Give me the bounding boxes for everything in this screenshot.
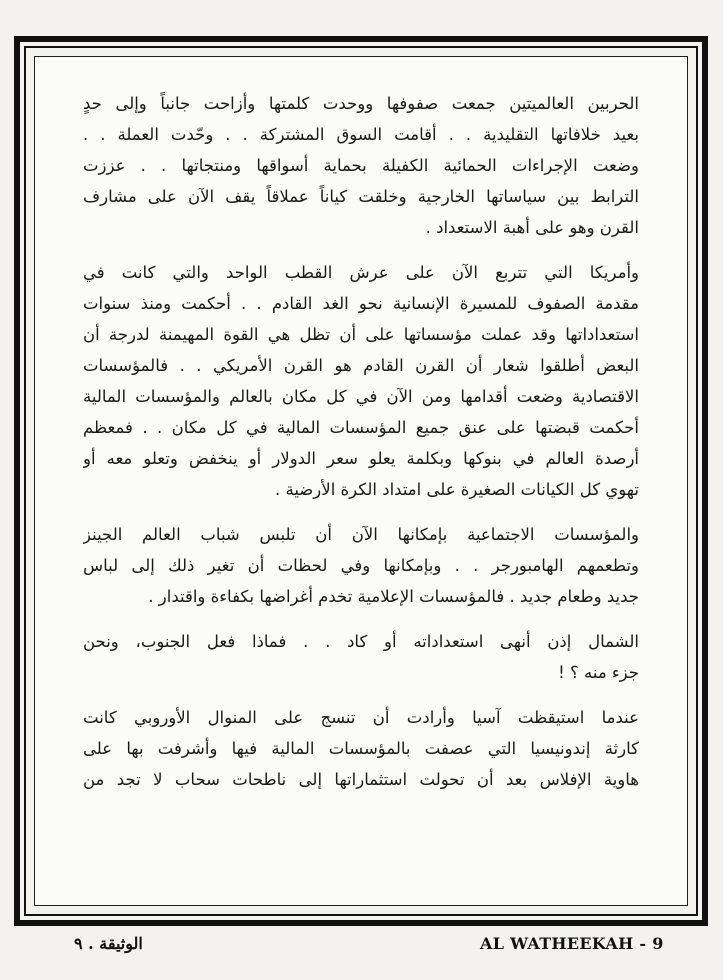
text-line: عندما استيقظت آسيا وأرادت أن تنسج على المنوال الأوروبي كانت xyxy=(83,708,639,727)
paragraph-5 xyxy=(83,702,639,795)
footer-title-latin: AL WATHEEKAH - 9 xyxy=(480,934,664,953)
text-line: مقدمة الصفوف للمسيرة الإنسانية نحو الغد القادم . . أحكمت ومنذ سنوات xyxy=(83,294,639,313)
text-line: الاقتصادية وضعت أقدامها ومن الآن في كل مكان بالعالم والمؤسسات المالية xyxy=(83,387,639,406)
text-line: البعض أطلقوا شعار أن القرن القادم هو القرن الأمريكي . . فالمؤسسات xyxy=(83,356,639,375)
text-line: الترابط بين سياساتها الخارجية وخلقت كياناً عملاقاً يقف الآن على مشارف xyxy=(83,187,639,206)
paragraph-4 xyxy=(83,626,639,688)
text-line: وأمريكا التي تتربع الآن على عرش القطب الواحد والتي كانت في xyxy=(83,263,639,282)
text-line: هاوية الإفلاس بعد أن تحولت استثماراتها إلى ناطحات سحاب لا تجد من xyxy=(83,770,639,789)
paragraph-2 xyxy=(83,257,639,505)
text-line: أحكمت قبضتها على عنق جميع المؤسسات المالية في كل مكان . . فمعظم xyxy=(83,418,639,437)
text-line: والمؤسسات الاجتماعية بإمكانها الآن أن تلبس شباب العالم الجينز xyxy=(83,525,639,544)
text-line: تهوي كل الكيانات الصغيرة على امتداد الكرة الأرضية . xyxy=(274,480,639,499)
text-line: الحربين العالميتين جمعت صفوفها ووحدت كلمتها وأزاحت جانباً وإلى حدٍ xyxy=(83,94,639,113)
text-line: وتطعمهم الهامبورجر . . وبإمكانها وفي لحظات أن تغير ذلك إلى لباس xyxy=(83,556,639,575)
text-line: جزء منه ؟ ! xyxy=(558,663,639,682)
paragraph-1 xyxy=(83,88,639,243)
page-footer xyxy=(0,934,723,964)
text-line: الشمال إذن أنهى استعداداته أو كاد . . فماذا فعل الجنوب، ونحن xyxy=(83,632,639,651)
text-line: استعداداتها وقد عملت مؤسساتها على أن تظل هي القوة المهيمنة لدرجة أن xyxy=(83,325,639,344)
text-line: أرصدة العالم في بنوكها وبكلمة يعلو سعر الدولار أو ينخفض وتعلو معه أو xyxy=(83,449,639,468)
text-line: كارثة إندونيسيا التي عصفت بالمؤسسات المالية فيها وأشرفت بها على xyxy=(83,739,639,758)
text-line: وضعت الإجراءات الحمائية الكفيلة بحماية أسواقها ومنتجاتها . . عززت xyxy=(83,156,639,175)
text-line: جديد وطعام جديد . فالمؤسسات الإعلامية تخدم أغراضها بكفاءة واقتدار . xyxy=(148,587,639,606)
text-line: القرن وهو على أهبة الاستعداد . xyxy=(425,218,639,237)
footer-title-arabic: الوثيقة . ٩ xyxy=(74,934,143,953)
paragraph-3 xyxy=(83,519,639,612)
article-body xyxy=(83,88,639,888)
text-line: بعيد خلافاتها التقليدية . . أقامت السوق المشتركة . . وحّدت العملة . . xyxy=(83,125,639,144)
